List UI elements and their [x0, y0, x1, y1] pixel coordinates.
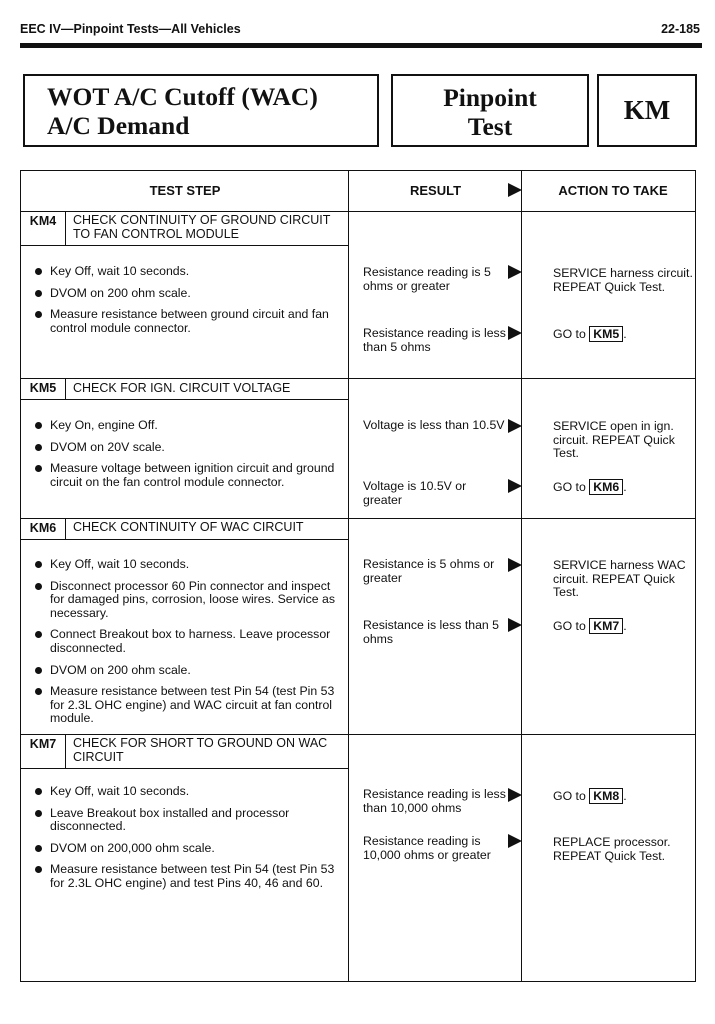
bullet-icon [35, 845, 42, 852]
step-code-divider [65, 519, 66, 539]
step-title-divider [21, 399, 349, 400]
step-title-km5: CHECK FOR IGN. CIRCUIT VOLTAGE [73, 381, 291, 395]
instruction-item: Measure resistance between ground circuit and fan control module connector. [33, 308, 345, 335]
step-reference-km8: KM8 [589, 788, 623, 804]
result-arrow-icon [508, 265, 522, 279]
instruction-item: Connect Breakout box to harness. Leave processor disconnected. [33, 628, 345, 655]
step-reference-km6: KM6 [589, 479, 623, 495]
pinpoint-test-table [20, 170, 696, 982]
result-arrow-icon [508, 788, 522, 802]
bullet-icon [35, 810, 42, 817]
instruction-item: DVOM on 200 ohm scale. [33, 287, 345, 301]
step-title-km7: CHECK FOR SHORT TO GROUND ON WAC CIRCUIT [73, 736, 328, 764]
instruction-item: DVOM on 200,000 ohm scale. [33, 842, 345, 856]
instruction-item: Leave Breakout box installed and processor disconnected. [33, 807, 345, 834]
procedure-title-line1: WOT A/C Cutoff (WAC) [47, 82, 318, 111]
page-header [20, 20, 702, 48]
column-divider [521, 171, 522, 981]
instruction-item: DVOM on 20V scale. [33, 441, 345, 455]
pinpoint-test-box [391, 74, 589, 147]
action-goto: GO to KM7 . [553, 619, 627, 633]
column-header-result: RESULT [409, 183, 462, 198]
step-title-divider [21, 539, 349, 540]
instruction-item: Measure resistance between test Pin 54 (test Pin 53 for 2.3L OHC engine) and test Pins 40, 46 and 60. [33, 863, 345, 890]
column-header-test-step: TEST STEP [149, 183, 221, 198]
instruction-item: Key Off, wait 10 seconds. [33, 558, 345, 572]
step-title-divider [21, 245, 349, 246]
bullet-icon [35, 444, 42, 451]
instruction-item: Key Off, wait 10 seconds. [33, 785, 345, 799]
result-text: Voltage is 10.5V or greater [363, 479, 467, 507]
step-code-km5: KM5 [29, 381, 57, 395]
step-instructions-km4 [33, 265, 345, 343]
instruction-item: Disconnect processor 60 Pin connector and inspect for damaged pins, corrosion, loose wires. Service as necessary. [33, 580, 345, 621]
action-text: SERVICE open in ign. circuit. REPEAT Quick Test. [553, 419, 675, 461]
step-code-divider [65, 212, 66, 245]
instruction-item: Measure resistance between test Pin 54 (test Pin 53 for 2.3L OHC engine) and WAC circuit at fan control module. [33, 685, 345, 726]
test-code-box [597, 74, 697, 147]
row-divider [21, 518, 695, 519]
action-text: SERVICE harness WAC circuit. REPEAT Quick Test. [553, 558, 686, 600]
step-code-km7: KM7 [29, 737, 57, 751]
step-reference-km5: KM5 [589, 326, 623, 342]
result-text: Resistance reading is 10,000 ohms or greater [363, 834, 491, 862]
bullet-icon [35, 583, 42, 590]
result-arrow-icon [508, 419, 522, 433]
step-instructions-km6 [33, 558, 345, 734]
bullet-icon [35, 561, 42, 568]
result-text: Resistance is less than 5 ohms [363, 618, 500, 646]
action-goto: GO to KM6 . [553, 480, 627, 494]
page-number: 22-185 [661, 22, 700, 36]
action-goto: GO to KM8 . [553, 789, 627, 803]
bullet-icon [35, 631, 42, 638]
instruction-item: Key Off, wait 10 seconds. [33, 265, 345, 279]
step-code-divider [65, 379, 66, 399]
bullet-icon [35, 667, 42, 674]
step-instructions-km5 [33, 419, 345, 497]
instruction-item: Key On, engine Off. [33, 419, 345, 433]
step-code-divider [65, 735, 66, 768]
result-text: Resistance reading is less than 10,000 ohms [363, 787, 506, 815]
result-arrow-icon [508, 558, 522, 572]
result-text: Resistance reading is less than 5 ohms [363, 326, 506, 354]
step-title-km6: CHECK CONTINUITY OF WAC CIRCUIT [73, 520, 304, 534]
bullet-icon [35, 268, 42, 275]
column-header-action: ACTION TO TAKE [558, 183, 668, 198]
header-divider [21, 211, 695, 212]
bullet-icon [35, 311, 42, 318]
step-title-km4: CHECK CONTINUITY OF GROUND CIRCUIT TO FAN CONTROL MODULE [73, 213, 331, 241]
result-arrow-icon [508, 834, 522, 848]
bullet-icon [35, 688, 42, 695]
result-text: Voltage is less than 10.5V [363, 418, 505, 432]
pinpoint-label-line1: Pinpoint [443, 83, 537, 112]
instruction-item: Measure voltage between ignition circuit and ground circuit on the fan control module connector. [33, 462, 345, 489]
step-code-km6: KM6 [29, 521, 57, 535]
action-text: REPLACE processor. REPEAT Quick Test. [553, 835, 671, 863]
row-divider [21, 378, 695, 379]
result-arrow-icon [508, 479, 522, 493]
step-reference-km7: KM7 [589, 618, 623, 634]
action-text: SERVICE harness circuit. REPEAT Quick Test. [553, 266, 693, 294]
pinpoint-label-line2: Test [467, 112, 513, 141]
bullet-icon [35, 866, 42, 873]
bullet-icon [35, 290, 42, 297]
result-text: Resistance is 5 ohms or greater [363, 557, 495, 585]
instruction-item: DVOM on 200 ohm scale. [33, 664, 345, 678]
column-divider [348, 171, 349, 981]
step-instructions-km7 [33, 785, 345, 899]
result-arrow-icon [508, 618, 522, 632]
action-goto: GO to KM5 . [553, 327, 627, 341]
step-code-km4: KM4 [29, 214, 57, 228]
procedure-title-line2: A/C Demand [47, 111, 190, 140]
bullet-icon [35, 422, 42, 429]
step-title-divider [21, 768, 349, 769]
bullet-icon [35, 788, 42, 795]
manual-section-title: EEC IV—Pinpoint Tests—All Vehicles [20, 22, 241, 36]
test-code: KM [623, 95, 671, 125]
bullet-icon [35, 465, 42, 472]
result-arrow-icon [508, 326, 522, 340]
header-arrow-icon [508, 183, 522, 197]
result-text: Resistance reading is 5 ohms or greater [363, 265, 491, 293]
row-divider [21, 734, 695, 735]
procedure-title-box [23, 74, 379, 147]
